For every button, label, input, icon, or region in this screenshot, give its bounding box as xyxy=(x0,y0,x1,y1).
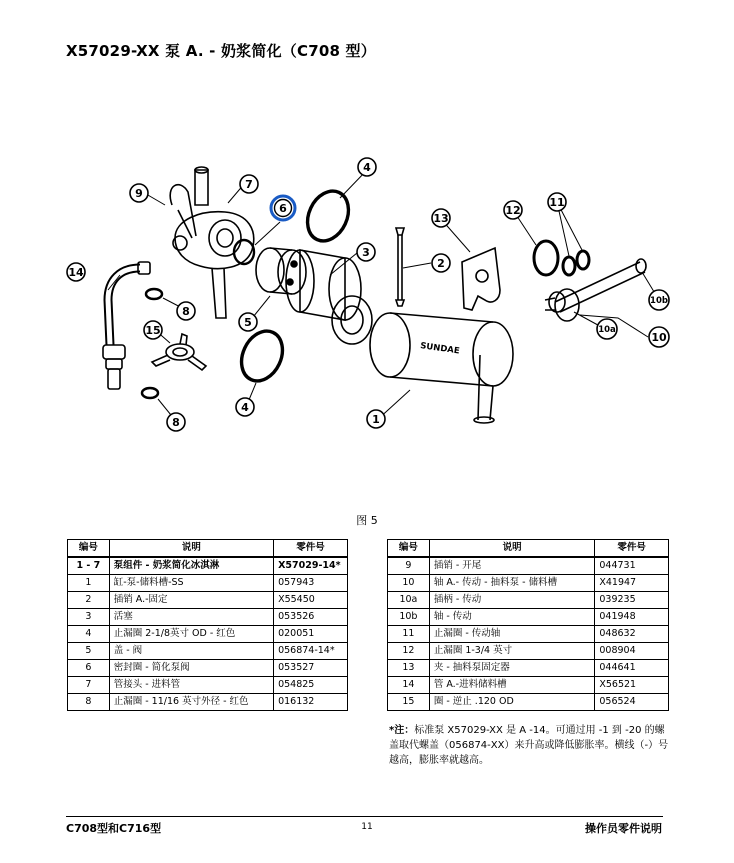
figure-caption: 图 5 xyxy=(356,514,378,527)
footer-divider xyxy=(66,816,663,817)
o-ring-11-a xyxy=(563,257,575,275)
callout-2 xyxy=(432,254,450,272)
svg-text:5: 5 xyxy=(244,316,252,329)
table-row: 6 密封圈 - 简化泵阀 053527 xyxy=(68,660,348,677)
table-row: 5 盖 - 阀 056874-14* xyxy=(68,643,348,660)
svg-text:3: 3 xyxy=(362,246,370,259)
table-row: 12 止漏圈 1-3/4 英寸 008904 xyxy=(388,643,669,660)
callout-1 xyxy=(367,410,385,428)
svg-text:10a: 10a xyxy=(598,325,616,335)
table-row: 1 缸-泵-储料槽-SS 057943 xyxy=(68,575,348,592)
svg-text:14: 14 xyxy=(68,266,84,279)
footnote-label: *注： xyxy=(389,725,415,736)
callout-4-bottom xyxy=(236,398,254,416)
page-title: X57029-XX 泵 A. - 奶浆简化（C708 型） xyxy=(66,42,376,60)
cotter-pin-part xyxy=(170,185,196,238)
svg-text:4: 4 xyxy=(241,401,249,414)
svg-text:10: 10 xyxy=(651,331,667,344)
svg-text:15: 15 xyxy=(145,324,161,337)
retainer-clip-part xyxy=(462,248,500,310)
table-row: 3 活塞 053526 xyxy=(68,609,348,626)
table-row: 9 插销 - 开尾 044731 xyxy=(388,557,669,575)
svg-text:2: 2 xyxy=(437,257,445,270)
callout-10b xyxy=(649,290,669,310)
footer-model: C708型和C716型 xyxy=(66,822,162,835)
callout-8-upper xyxy=(177,302,195,320)
footer-section: 操作员零件说明 xyxy=(585,822,662,835)
svg-text:6: 6 xyxy=(279,202,287,215)
callout-10 xyxy=(649,327,669,347)
table-row: 8 止漏圈 - 11/16 英寸外径 - 红色 016132 xyxy=(68,694,348,711)
callout-10a xyxy=(597,319,617,339)
callout-11 xyxy=(548,193,566,211)
o-ring-8-upper xyxy=(146,289,162,299)
svg-text:8: 8 xyxy=(182,305,190,318)
footnote-text: 标准泵 X57029-XX 是 A -14。可通过用 -1 到 -20 的螺盖取代螺盖（056874-XX）来升高或降低膨胀率。横线（-）号越高，膨胀率就越高。 xyxy=(389,725,669,766)
header-description: 说明 xyxy=(429,540,595,558)
table-header-row xyxy=(68,540,348,558)
callout-5 xyxy=(239,313,257,331)
header-part-number: 零件号 xyxy=(274,540,348,558)
callout-8-lower xyxy=(167,413,185,431)
o-ring-4-lower xyxy=(234,324,290,387)
table-row: 15 圈 - 逆止 .120 OD 056524 xyxy=(388,694,669,711)
piston-part xyxy=(286,250,372,344)
table-row: 4 止漏圈 2-1/8英寸 OD - 红色 020051 xyxy=(68,626,348,643)
header-description: 说明 xyxy=(109,540,273,558)
callout-15 xyxy=(144,321,162,339)
callout-12 xyxy=(504,201,522,219)
feed-tube-part xyxy=(103,262,150,389)
o-ring-8-lower xyxy=(142,388,158,398)
check-ring-part xyxy=(152,334,206,370)
table-row: 10 轴 A.- 传动 - 抽料泵 - 储料槽 X41947 xyxy=(388,575,669,592)
drive-shaft-part xyxy=(545,259,646,321)
o-ring-4-upper xyxy=(300,184,356,247)
footnote xyxy=(389,723,671,768)
valve-cap-part xyxy=(256,248,306,294)
svg-text:11: 11 xyxy=(549,196,565,209)
table-row: 7 管接头 - 进料管 054825 xyxy=(68,677,348,694)
o-ring-11-b xyxy=(577,251,589,269)
table-row: 10a 插柄 - 传动 039235 xyxy=(388,592,669,609)
o-ring-12 xyxy=(534,241,558,275)
callout-7 xyxy=(240,175,258,193)
header-number: 编号 xyxy=(388,540,430,558)
table-row: 13 夹 - 抽料泵固定器 044641 xyxy=(388,660,669,677)
callout-9 xyxy=(130,184,148,202)
cylinder-brand-label: SUNDAE xyxy=(419,341,461,357)
table-row: 14 管 A.-进料储料槽 X56521 xyxy=(388,677,669,694)
svg-text:12: 12 xyxy=(505,204,521,217)
retaining-pin-part xyxy=(396,228,404,306)
parts-table-right xyxy=(387,539,669,711)
table-row: 11 止漏圈 - 传动轴 048632 xyxy=(388,626,669,643)
callout-4-top xyxy=(358,158,376,176)
svg-text:10b: 10b xyxy=(650,296,668,306)
svg-text:9: 9 xyxy=(135,187,143,200)
table-row: 1 - 7 泵组件 - 奶浆简化冰淇淋 X57029-14* xyxy=(68,557,348,575)
svg-text:4: 4 xyxy=(363,161,371,174)
svg-text:8: 8 xyxy=(172,416,180,429)
table-row: 2 插销 A.-固定 X55450 xyxy=(68,592,348,609)
callout-3 xyxy=(357,243,375,261)
svg-text:1: 1 xyxy=(372,413,380,426)
header-number: 编号 xyxy=(68,540,110,558)
page-number: 11 xyxy=(361,822,373,832)
table-row: 10b 轴 - 传动 041948 xyxy=(388,609,669,626)
callout-13 xyxy=(432,209,450,227)
parts-table-left xyxy=(67,539,348,711)
header-part-number: 零件号 xyxy=(595,540,669,558)
table-header-row xyxy=(388,540,669,558)
svg-text:7: 7 xyxy=(245,178,253,191)
svg-text:13: 13 xyxy=(433,212,449,225)
callout-14 xyxy=(67,263,85,281)
exploded-pump-diagram xyxy=(60,150,680,450)
callout-6 xyxy=(271,196,295,220)
